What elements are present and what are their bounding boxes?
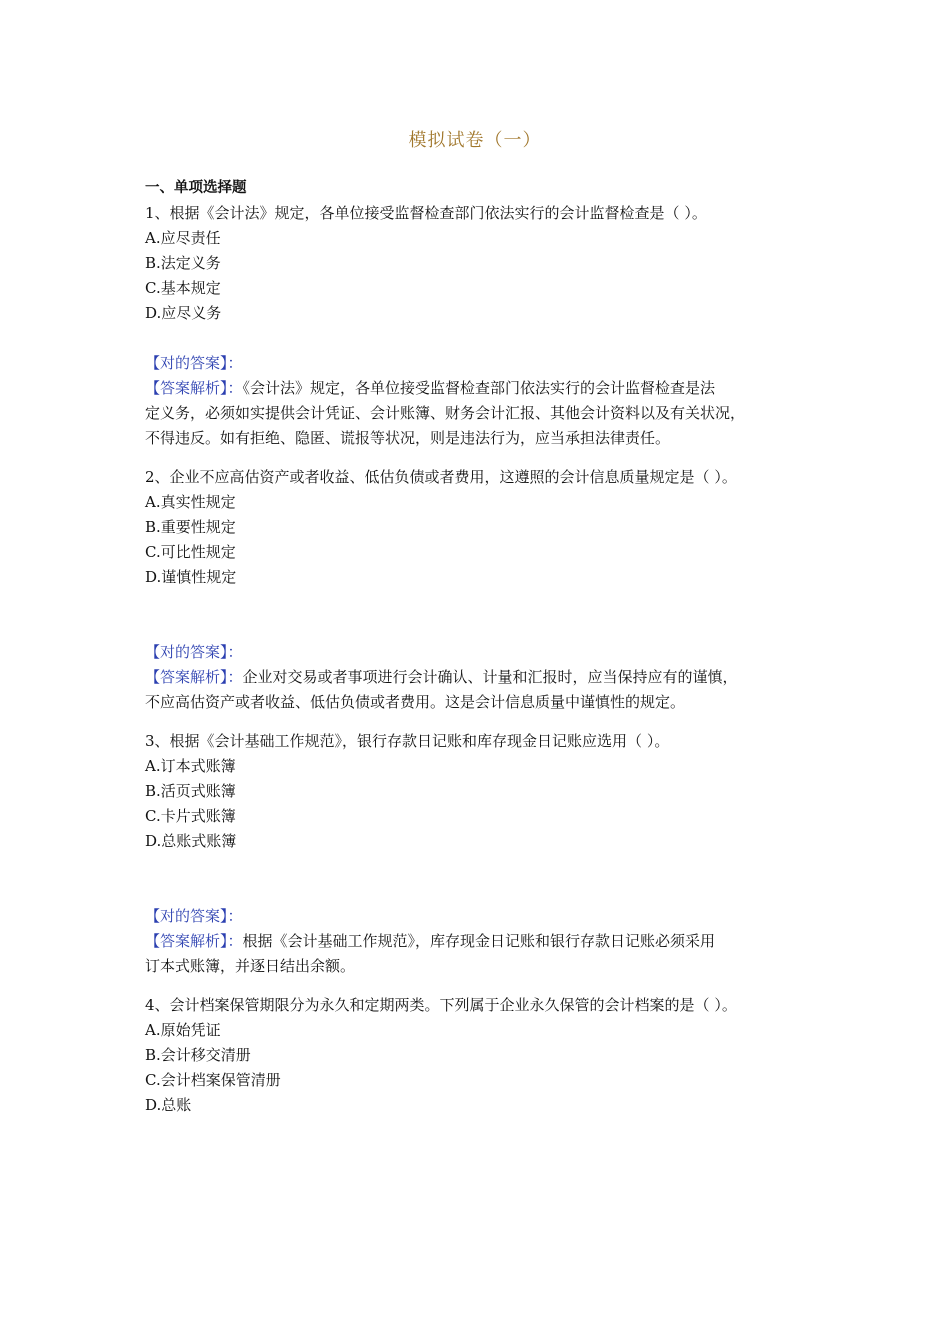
option: B.重要性规定 <box>145 518 236 536</box>
analysis-label: 【答案解析】： <box>145 379 243 397</box>
answer-label: 【对的答案】： <box>145 907 243 925</box>
option: C.会计档案保管清册 <box>145 1071 281 1089</box>
question-3 <box>145 729 825 979</box>
question-stem: 4、会计档案保管期限分为永久和定期两类。下列属于企业永久保管的会计档案的是（ ）。 <box>145 996 737 1014</box>
question-2 <box>145 465 825 715</box>
option: B.法定义务 <box>145 254 221 272</box>
option: C.可比性规定 <box>145 543 236 561</box>
analysis-label: 【答案解析】： <box>145 668 243 686</box>
analysis-text: 根据《会计基础工作规范》，库存现金日记账和银行存款日记账必须采用 <box>242 932 716 950</box>
analysis-text: 不得违反。如有拒绝、隐匿、谎报等状况，则是违法行为，应当承担法律责任。 <box>145 429 671 447</box>
question-1 <box>145 201 825 451</box>
option: C.卡片式账簿 <box>145 807 236 825</box>
answer-label: 【对的答案】： <box>145 354 243 372</box>
option: D.总账 <box>145 1096 192 1114</box>
option: A.原始凭证 <box>145 1021 221 1039</box>
option: D.谨慎性规定 <box>145 568 237 586</box>
page-title: 模拟试卷（一） <box>408 130 542 151</box>
option: A.订本式账簿 <box>145 757 236 775</box>
analysis-text: 定义务，必须如实提供会计凭证、会计账簿、财务会计汇报、其他会计资料以及有关状况， <box>145 404 746 422</box>
question-stem: 3、根据《会计基础工作规范》，银行存款日记账和库存现金日记账应选用（ ）。 <box>145 732 670 750</box>
analysis-text: 订本式账簿，并逐日结出余额。 <box>145 957 356 975</box>
question-stem: 1、根据《会计法》规定，各单位接受监督检查部门依法实行的会计监督检查是（ ）。 <box>145 204 707 222</box>
option: A.真实性规定 <box>145 493 236 511</box>
question-stem: 2、企业不应高估资产或者收益、低估负债或者费用，这遵照的会计信息质量规定是（ ）。 <box>145 468 737 486</box>
option: B.活页式账簿 <box>145 782 236 800</box>
document-body <box>145 176 825 1118</box>
analysis-text: 《会计法》规定，各单位接受监督检查部门依法实行的会计监督检查是法 <box>242 379 716 397</box>
option: C.基本规定 <box>145 279 221 297</box>
option: D.总账式账簿 <box>145 832 237 850</box>
answer-label: 【对的答案】： <box>145 643 243 661</box>
option: A.应尽责任 <box>145 229 221 247</box>
option: D.应尽义务 <box>145 304 222 322</box>
analysis-text: 不应高估资产或者收益、低估负债或者费用。这是会计信息质量中谨慎性的规定。 <box>145 693 686 711</box>
option: B.会计移交清册 <box>145 1046 251 1064</box>
section-title: 一、单项选择题 <box>145 180 247 196</box>
analysis-text: 企业对交易或者事项进行会计确认、计量和汇报时，应当保持应有的谨慎， <box>242 668 738 686</box>
question-4 <box>145 993 825 1118</box>
analysis-label: 【答案解析】： <box>145 932 243 950</box>
